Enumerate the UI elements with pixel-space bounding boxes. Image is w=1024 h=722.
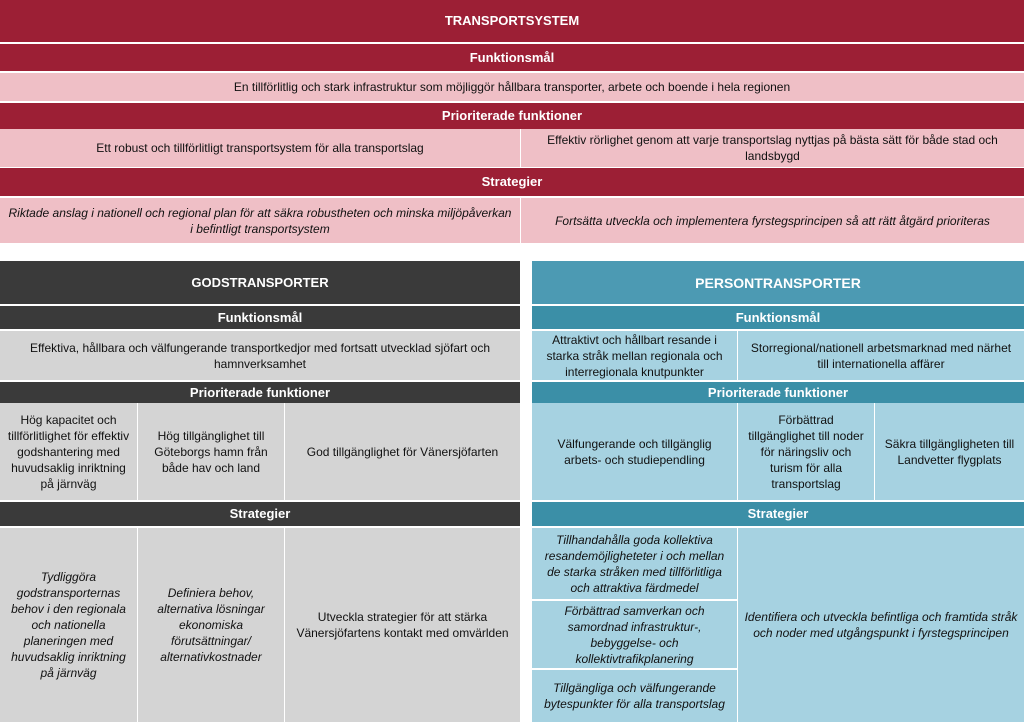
person-prio-1: Välfungerande och tillgänglig arbets- och studiependling [532, 403, 737, 500]
transport-funktionsmal-header: Funktionsmål [0, 44, 1024, 71]
person-strategi-left-1: Tillhandahålla goda kollektiva resandemöjligheteter i och mellan de starka stråken med tillförlitliga och attraktiva färdmedel [532, 528, 737, 599]
person-funktionsmal-header: Funktionsmål [532, 306, 1024, 329]
transportsystem-title: TRANSPORTSYSTEM [0, 0, 1024, 42]
gods-prio-3: God tillgänglighet för Vänersjöfarten [284, 403, 520, 500]
person-prio-3: Säkra tillgängligheten till Landvetter flygplats [874, 403, 1024, 500]
transport-prio-header: Prioriterade funktioner [0, 103, 1024, 129]
transport-prio-2: Effektiv rörlighet genom att varje transportslag nyttjas på bästa sätt för både stad och landsbygd [520, 129, 1024, 167]
person-funktionsmal-2: Storregional/nationell arbetsmarknad med närhet till internationella affärer [737, 331, 1024, 380]
person-title: PERSONTRANSPORTER [532, 261, 1024, 304]
person-strategi-left-2: Förbättrad samverkan och samordnad infrastruktur-, bebyggelse- och kollektivtrafikplanering [532, 600, 737, 668]
transport-strategi-1: Riktade anslag i nationell och regional plan för att säkra robustheten och minska miljöpåverkan i befintligt transportsystem [0, 198, 520, 243]
gods-strategi-2: Definiera behov, alternativa lösningar ekonomiska förutsättningar/ alternativkostnader [137, 528, 284, 722]
person-strategier-header: Strategier [532, 502, 1024, 526]
person-strategi-right: Identifiera och utveckla befintliga och framtida stråk och noder med utgångspunkt i fyrstegsprincipen [737, 528, 1024, 722]
gods-funktionsmal-header: Funktionsmål [0, 306, 520, 329]
gods-strategi-3: Utveckla strategier för att stärka Vänersjöfartens kontakt med omvärlden [284, 528, 520, 722]
person-strategi-left-3: Tillgängliga och välfungerande bytespunkter för alla transportslag [532, 669, 737, 722]
transport-funktionsmal-text: En tillförlitlig och stark infrastruktur som möjliggör hållbara transporter, arbete och boende i hela regionen [0, 73, 1024, 101]
gods-prio-header: Prioriterade funktioner [0, 382, 520, 403]
transport-strategi-2: Fortsätta utveckla och implementera fyrstegsprincipen så att rätt åtgärd prioriteras [520, 198, 1024, 243]
gods-strategier-header: Strategier [0, 502, 520, 526]
gods-title: GODSTRANSPORTER [0, 261, 520, 304]
person-funktionsmal-1: Attraktivt och hållbart resande i starka stråk mellan regionala och interregionala knutpunkter [532, 331, 737, 380]
person-prio-2: Förbättrad tillgänglighet till noder för näringsliv och turism för alla transportslag [737, 403, 874, 500]
gods-funktionsmal-text: Effektiva, hållbara och välfungerande transportkedjor med fortsatt utvecklad sjöfart och hamnverksamhet [0, 331, 520, 380]
transport-strategier-header: Strategier [0, 168, 1024, 196]
person-prio-header: Prioriterade funktioner [532, 382, 1024, 403]
gods-prio-2: Hög tillgänglighet till Göteborgs hamn från både hav och land [137, 403, 284, 500]
gods-prio-1: Hög kapacitet och tillförlitlighet för effektiv godshantering med huvudsaklig inriktning på järnväg [0, 403, 137, 500]
transport-prio-1: Ett robust och tillförlitligt transportsystem för alla transportslag [0, 129, 520, 167]
gods-strategi-1: Tydliggöra godstransporternas behov i den regionala och nationella planeringen med huvudsaklig inriktning på järnväg [0, 528, 137, 722]
